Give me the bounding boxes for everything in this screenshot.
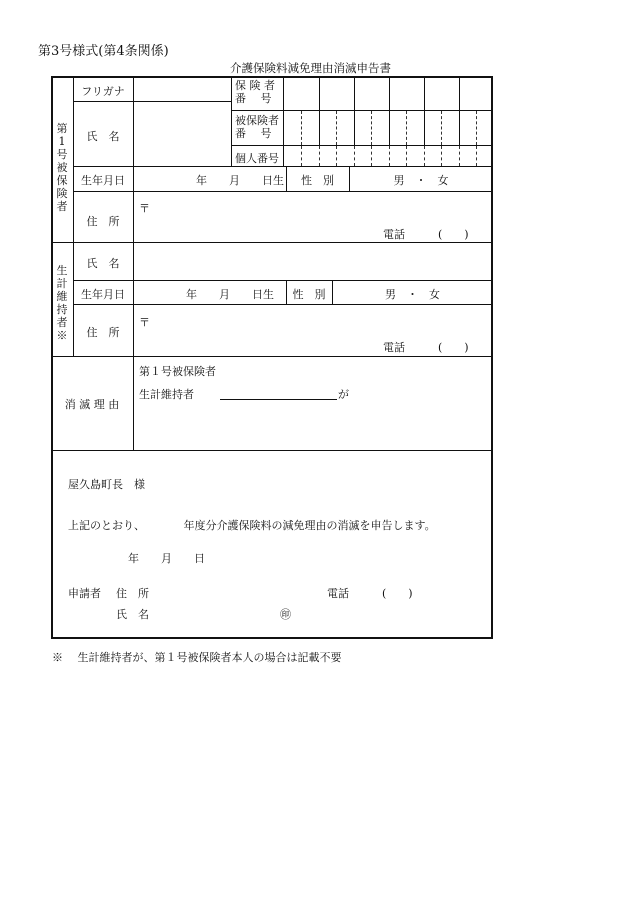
supporter-section-label: 生計維持者※ bbox=[56, 264, 68, 342]
reason-line2-prefix: 生計維持者 bbox=[139, 388, 194, 401]
supporter-sex-label: 性 別 bbox=[292, 288, 326, 301]
declaration-date: 年 月 日 bbox=[128, 552, 205, 565]
form-title: 介護保険料減免理由消滅申告書 bbox=[230, 61, 391, 75]
insured-birth-value: 年 月 日生 bbox=[196, 174, 284, 187]
form-number: 第3号様式(第4条関係) bbox=[38, 44, 169, 59]
applicant-label: 申請者 bbox=[68, 587, 101, 600]
insured-section-label: 第1号被保険者 bbox=[56, 122, 68, 213]
insurer-no-label: 保 険 者 番 号 bbox=[235, 79, 275, 105]
supporter-address-label: 住 所 bbox=[86, 326, 120, 339]
applicant-name-label: 氏 名 bbox=[116, 608, 149, 621]
insured-sex-label: 性 別 bbox=[301, 174, 334, 187]
reason-line2-suffix: が bbox=[338, 388, 349, 401]
seal-mark: ㊞ bbox=[280, 608, 291, 621]
supporter-birth-value: 年 月 日生 bbox=[186, 288, 274, 301]
insured-sex-value: 男 ・ 女 bbox=[393, 174, 449, 187]
insured-birth-label: 生年月日 bbox=[81, 174, 125, 187]
reason-label: 消 滅 理 由 bbox=[64, 398, 120, 411]
insured-no-label: 被保険者 番 号 bbox=[235, 114, 279, 140]
supporter-postal-mark: 〒 bbox=[139, 316, 150, 329]
furigana-label: フリガナ bbox=[81, 85, 125, 98]
insured-phone: 電話 ( ) bbox=[383, 228, 469, 241]
declaration-statement: 上記のとおり、 年度分介護保険料の減免理由の消滅を申告します。 bbox=[68, 519, 436, 532]
personal-no-label: 個人番号 bbox=[235, 152, 279, 165]
supporter-birth-label: 生年月日 bbox=[81, 288, 125, 301]
addressee: 屋久島町長 様 bbox=[68, 478, 145, 491]
applicant-address-label: 住 所 bbox=[116, 587, 149, 600]
insured-postal-mark: 〒 bbox=[139, 202, 150, 215]
insured-address-label: 住 所 bbox=[86, 215, 120, 228]
supporter-sex-value: 男 ・ 女 bbox=[385, 288, 440, 301]
reason-line1: 第１号被保険者 bbox=[139, 365, 216, 378]
reason-blank-line bbox=[220, 399, 337, 400]
insured-name-label: 氏 名 bbox=[86, 130, 120, 143]
supporter-name-label: 氏 名 bbox=[86, 257, 120, 270]
applicant-phone: 電話 ( ) bbox=[327, 587, 413, 600]
footnote: ※ 生計維持者が、第１号被保険者本人の場合は記載不要 bbox=[52, 651, 342, 664]
supporter-phone: 電話 ( ) bbox=[383, 341, 469, 354]
